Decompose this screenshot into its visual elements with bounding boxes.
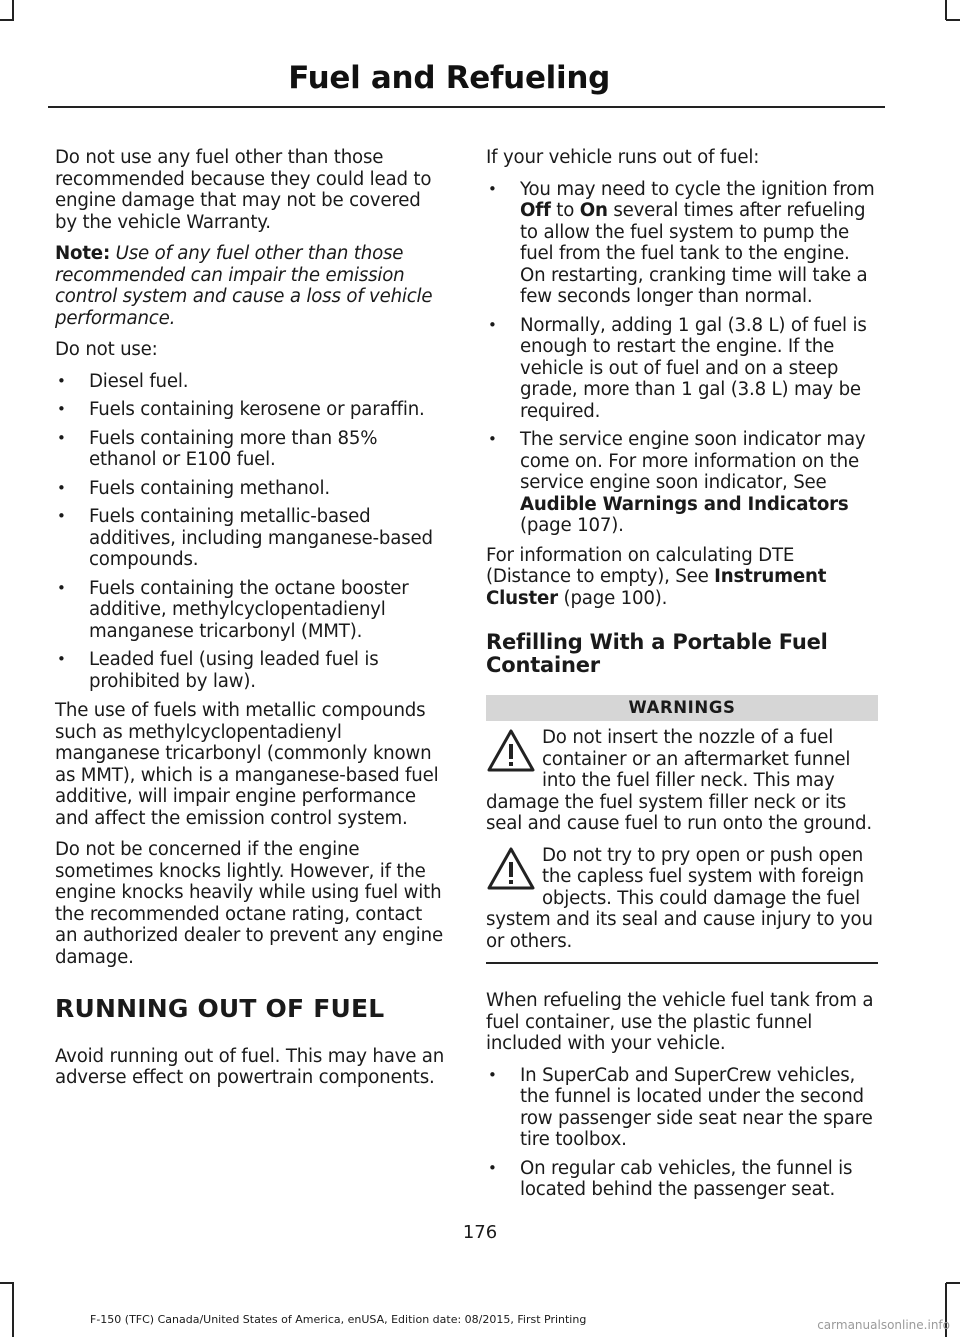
do-not-use-list <box>55 371 447 693</box>
left-column <box>55 147 447 1099</box>
ignition-on-label: On <box>579 200 608 221</box>
list-item <box>486 179 878 308</box>
watermark: carmanualsonline.info <box>817 1318 950 1332</box>
warnings-end-rule <box>486 962 878 964</box>
text: You may need to cycle the ignition from <box>520 178 875 200</box>
crop-mark <box>945 0 947 20</box>
page-title: Fuel and Refueling <box>288 60 610 96</box>
do-not-use-label: Do not use: <box>55 339 158 360</box>
warning-item <box>486 845 878 953</box>
warning-triangle-icon <box>486 845 536 893</box>
right-column <box>486 147 878 1209</box>
warning-text: Do not try to pry open or push open the capless fuel system with foreign objects. This could damage the fuel system and its seal and cause injury to you or others. <box>486 844 873 952</box>
note-label: Note: <box>55 243 111 264</box>
paragraph-avoid-running-out: Avoid running out of fuel. This may have an adverse effect on powertrain components. <box>55 1045 445 1088</box>
cross-reference-link[interactable]: Instrument Cluster <box>486 566 827 609</box>
list-item: • Fuels containing methanol. <box>55 478 447 500</box>
list-item: • Fuels containing metallic-based additives, including manganese-based compounds. <box>55 506 447 571</box>
list-item: • On regular cab vehicles, the funnel is located behind the passenger seat. <box>486 1158 878 1201</box>
crop-mark <box>946 1282 960 1284</box>
funnel-location-list <box>486 1065 878 1201</box>
list-item: • Diesel fuel. <box>55 371 447 393</box>
runs-out-intro: If your vehicle runs out of fuel: <box>486 147 760 168</box>
text: (page 107). <box>520 515 624 536</box>
text: to <box>550 200 580 221</box>
warnings-header: WARNINGS <box>486 695 878 721</box>
warning-triangle-icon <box>486 727 536 775</box>
warning-text: Do not insert the nozzle of a fuel container or an aftermarket funnel into the fuel filler neck. This may damage the fuel system filler neck or its seal and cause fuel to run onto the ground. <box>486 727 872 834</box>
crop-mark <box>12 1283 14 1337</box>
list-item: • Fuels containing more than 85% ethanol or E100 fuel. <box>55 428 447 471</box>
ignition-off-label: Off <box>520 200 551 221</box>
list-item: • Fuels containing kerosene or paraffin. <box>55 399 447 421</box>
text: The service engine soon indicator may come on. For more information on the service engine soon indicator, See <box>520 429 866 493</box>
crop-mark <box>0 19 14 21</box>
crop-mark <box>12 0 14 20</box>
warning-item <box>486 727 878 835</box>
list-item: • In SuperCab and SuperCrew vehicles, the funnel is located under the second row passenger side seat near the spare tire toolbox. <box>486 1065 878 1151</box>
footer-edition: F-150 (TFC) Canada/United States of America, enUSA, Edition date: 08/2015, First Printing <box>90 1313 587 1326</box>
dte-paragraph <box>486 545 878 610</box>
paragraph-engine-knock: Do not be concerned if the engine sometimes knocks lightly. However, if the engine knocks heavily while using fuel with the recommended octane rating, contact an authorized dealer to prevent any engine damage. <box>55 839 443 968</box>
header-rule <box>48 106 885 108</box>
section-heading-portable-container: Refilling With a Portable Fuel Container <box>486 630 828 677</box>
crop-mark <box>0 1282 14 1284</box>
paragraph-metallic-compounds: The use of fuels with metallic compounds such as methylcyclopentadienyl manganese tricarbonyl (commonly known as MMT), which is a manganese-based fuel additive, will impair engine performance and affect the emission control system. <box>55 700 439 829</box>
text: For information on calculating DTE (Distance to empty), See <box>486 544 795 587</box>
note <box>55 243 447 329</box>
funnel-paragraph: When refueling the vehicle fuel tank from a fuel container, use the plastic funnel included with your vehicle. <box>486 990 874 1054</box>
list-item: • Fuels containing the octane booster additive, methylcyclopentadienyl manganese tricarbonyl (MMT). <box>55 578 447 643</box>
page-number: 176 <box>462 1222 498 1243</box>
crop-mark <box>946 19 960 21</box>
text: several times after refueling to allow the fuel system to pump the fuel from the fuel tank to the engine. On restarting, cranking time will take a few seconds longer than normal. <box>520 200 868 307</box>
section-heading-running-out: RUNNING OUT OF FUEL <box>55 994 385 1023</box>
list-item <box>486 429 878 537</box>
note-body: Use of any fuel other than those recommended can impair the emission control system and cause a loss of vehicle performance. <box>55 243 433 329</box>
text: (page 100). <box>557 587 668 609</box>
cross-reference-link[interactable]: Audible Warnings and Indicators <box>520 493 849 515</box>
paragraph-fuel-warning: Do not use any fuel other than those recommended because they could lead to engine damage that may not be covered by the vehicle Warranty. <box>55 147 432 233</box>
list-item: • Leaded fuel (using leaded fuel is prohibited by law). <box>55 649 447 692</box>
runs-out-list <box>486 179 878 537</box>
list-item: • Normally, adding 1 gal (3.8 L) of fuel is enough to restart the engine. If the vehicle is out of fuel and on a steep grade, more than 1 gal (3.8 L) may be required. <box>486 315 878 423</box>
